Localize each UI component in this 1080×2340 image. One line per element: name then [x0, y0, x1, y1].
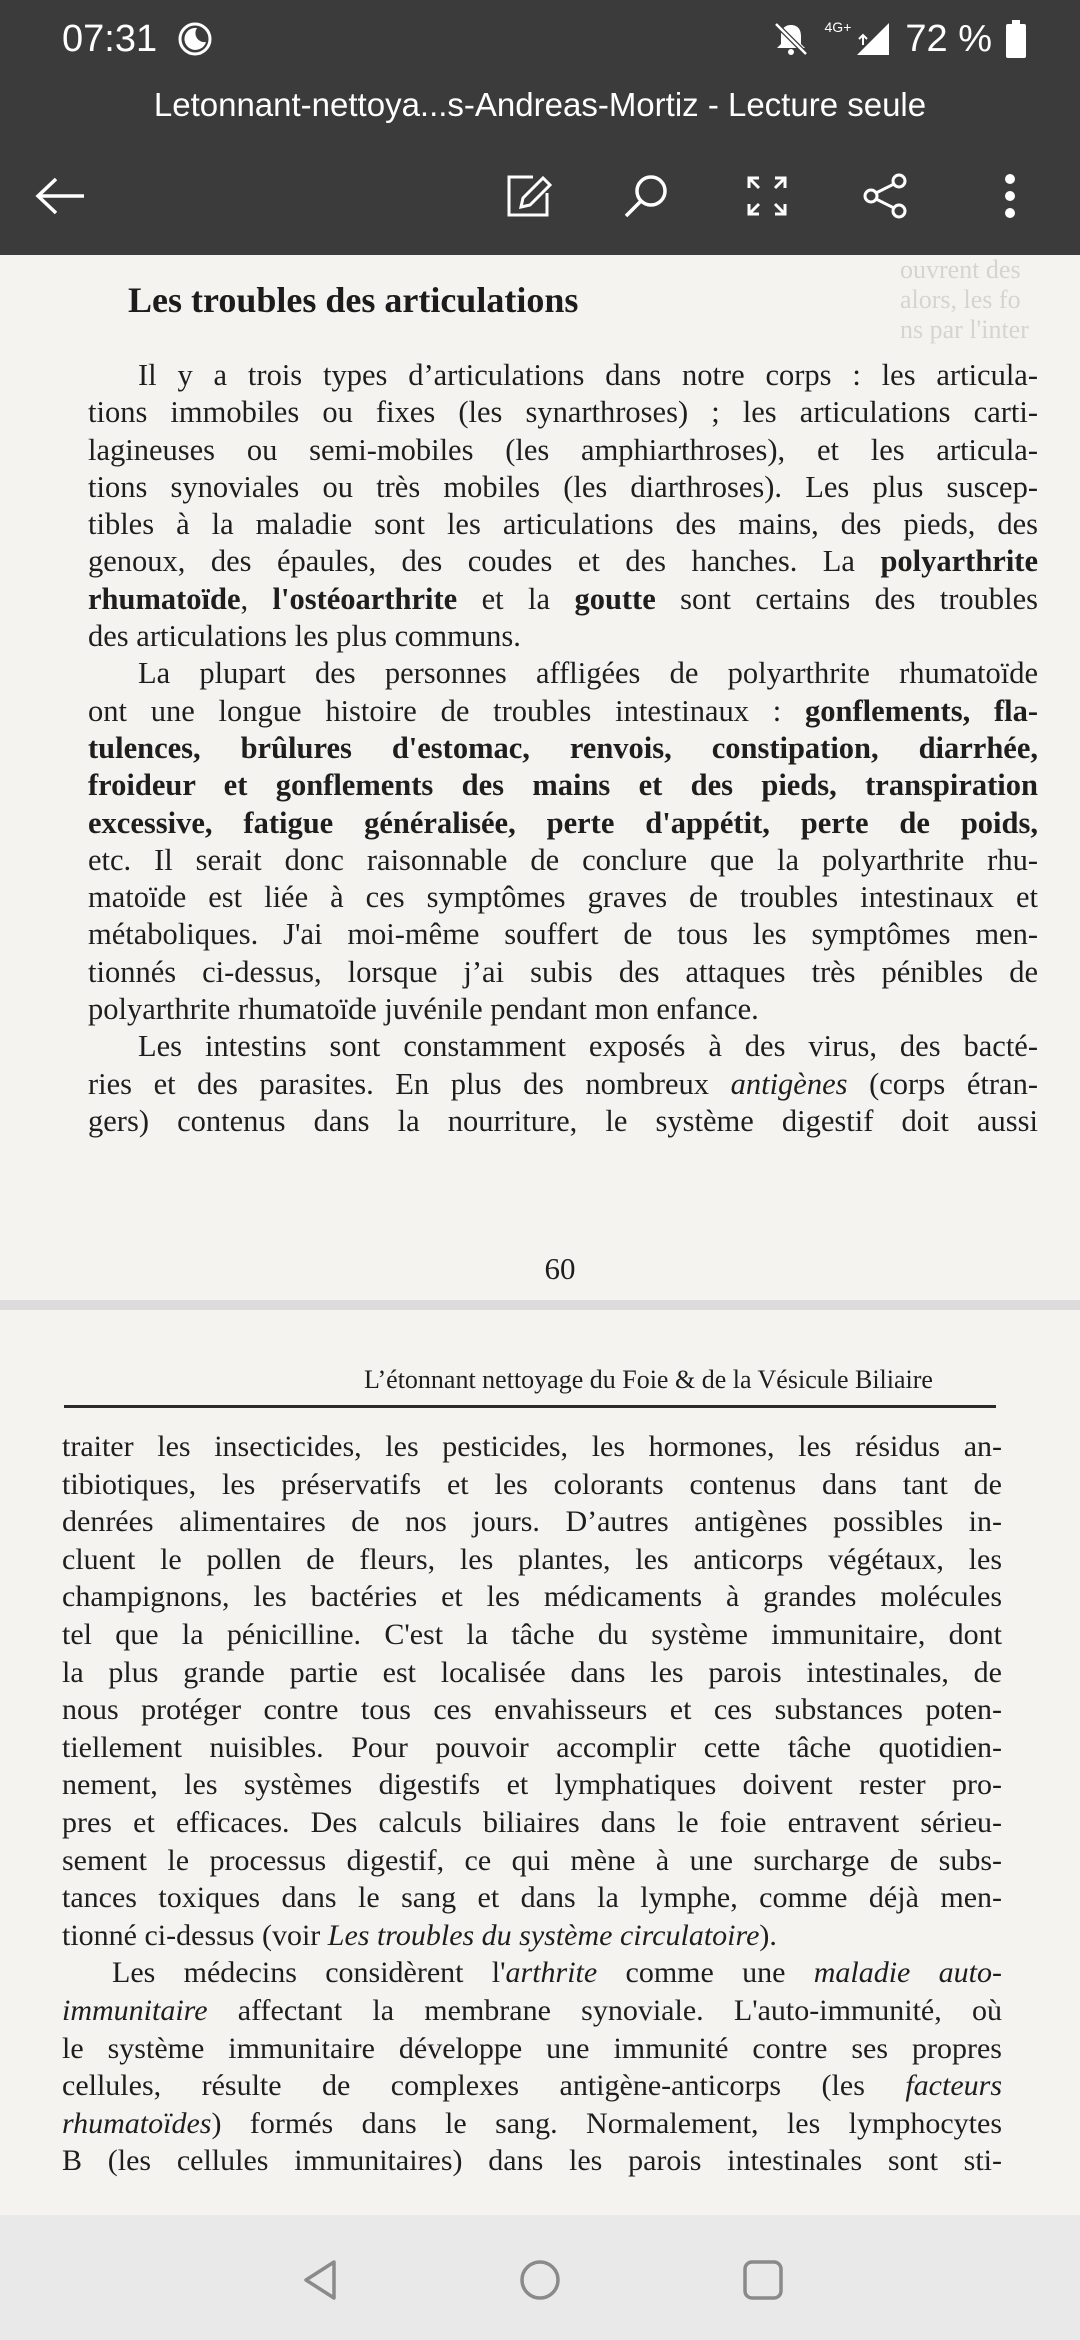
text-line: sement le processus digestif, ce qui mène à une surcharge de subs- — [62, 1843, 1002, 1877]
status-time: 07:31 — [62, 18, 158, 60]
text-line: froideur et gonflements des mains et des pieds, transpiration — [88, 768, 1038, 803]
text-line: denrées alimentaires de nos jours. D’autres antigènes possibles in- — [62, 1505, 1002, 1539]
text-line: tel que la pénicilline. C'est la tâche du système immunitaire, dont — [62, 1617, 1002, 1651]
nav-back-button[interactable] — [295, 2255, 345, 2305]
text-line: B (les cellules immunitaires) dans les parois intestinales sont sti- — [62, 2144, 1002, 2178]
document-page-61[interactable] — [0, 1310, 1080, 2215]
back-arrow-icon — [34, 176, 86, 216]
system-navigation-bar — [0, 2215, 1080, 2340]
ghost-line: ns par l'inter — [900, 315, 1029, 344]
search-button[interactable] — [614, 164, 678, 228]
edit-button[interactable] — [496, 164, 560, 228]
search-icon — [621, 171, 671, 221]
do-not-disturb-moon-icon — [178, 22, 212, 56]
header-rule — [64, 1405, 996, 1408]
edit-icon — [503, 171, 553, 221]
text-line: métaboliques. J'ai moi-même souffert de tous les symptômes men- — [88, 917, 1038, 952]
text-line: Il y a trois types d’articulations dans notre corps : les articula- — [138, 358, 1038, 392]
text-line: nement, les systèmes digestifs et lymphatiques doivent rester pro- — [62, 1768, 1002, 1802]
share-icon — [861, 171, 911, 221]
ghost-line: alors, les fo — [900, 285, 1021, 314]
text-line: etc. Il serait donc raisonnable de conclure que la polyarthrite rhu- — [88, 842, 1038, 877]
signal-strength-icon — [855, 21, 891, 57]
page-61-body — [62, 1428, 1002, 2180]
text-line: tances toxiques dans le sang et dans la lymphe, comme déjà men- — [62, 1881, 1002, 1915]
text-line: pres et efficaces. Des calculs biliaires dans le foie entravent sérieu- — [62, 1805, 1002, 1839]
recents-square-icon — [741, 2258, 785, 2302]
running-header: L’étonnant nettoyage du Foie & de la Vésicule Biliaire — [364, 1365, 933, 1394]
app-bar — [0, 80, 1080, 255]
text-line: Les intestins sont constamment exposés à des virus, des bacté- — [138, 1029, 1038, 1064]
text-line: rhumatoïde, l'ostéoarthrite et la goutte sont certains des troubles — [88, 581, 1039, 616]
fullscreen-button[interactable] — [735, 164, 799, 228]
text-line: le système immunitaire développe une immunité contre ses propres — [62, 2031, 1002, 2065]
text-line: champignons, les bactéries et les médicaments à grandes molécules — [62, 1580, 1002, 1614]
text-line: immunitaire affectant la membrane synoviale. L'auto-immunité, où — [62, 1993, 1002, 2027]
text-line: La plupart des personnes affligées de polyarthrite rhumatoïde — [138, 656, 1038, 691]
page-separator — [0, 1300, 1080, 1310]
text-line: traiter les insecticides, les pesticides, les hormones, les résidus an- — [62, 1430, 1002, 1463]
back-button[interactable] — [28, 164, 92, 228]
document-title: Letonnant-nettoya...s-Andreas-Mortiz - Lecture seule — [153, 86, 927, 123]
text-line: tions synoviales ou très mobiles (les diarthroses). Les plus suscep- — [88, 469, 1038, 504]
text-line: lagineuses ou semi-mobiles (les amphiarthroses), et les articula- — [88, 432, 1038, 467]
page-number: 60 — [544, 1251, 576, 1286]
text-line: tiellement nuisibles. Pour pouvoir accomplir cette tâche quotidien- — [62, 1730, 1002, 1764]
status-right-group — [771, 14, 1026, 64]
text-line: genoux, des épaules, des coudes et des hanches. La polyarthrite — [88, 544, 1038, 579]
text-line: la plus grande partie est localisée dans les parois intestinales, de — [62, 1655, 1002, 1689]
text-line: tions immobiles ou fixes (les synarthroses) ; les articulations carti- — [88, 395, 1038, 430]
text-line: polyarthrite rhumatoïde juvénile pendant mon enfance. — [88, 992, 759, 1027]
page-60-body — [88, 357, 1038, 1140]
text-line: Les médecins considèrent l'arthrite comme une maladie auto- — [112, 1956, 1002, 1990]
text-line: tulences, brûlures d'estomac, renvois, constipation, diarrhée, — [88, 730, 1038, 765]
text-line: rhumatoïdes) formés dans le sang. Normalement, les lymphocytes — [62, 2106, 1002, 2140]
more-options-button[interactable] — [978, 164, 1042, 228]
home-circle-icon — [518, 2258, 562, 2302]
text-line: tionnés ci-dessus, lorsque j’ai subis des attaques très pénibles de — [88, 954, 1038, 989]
text-line: cellules, résulte de complexes antigène-anticorps (les facteurs — [62, 2069, 1002, 2103]
nav-home-button[interactable] — [515, 2255, 565, 2305]
text-line: cluent le pollen de fleurs, les plantes, les anticorps végétaux, les — [62, 1542, 1002, 1576]
notifications-muted-icon — [771, 19, 811, 59]
text-line: ries et des parasites. En plus des nombreux antigènes (corps étran- — [88, 1066, 1038, 1101]
text-line: excessive, fatigue généralisée, perte d'appétit, perte de poids, — [88, 805, 1038, 840]
battery-icon — [1006, 20, 1026, 58]
text-line: tibiotiques, les préservatifs et les colorants contenus dans tant de — [62, 1467, 1002, 1501]
text-line: matoïde est liée à ces symptômes graves de troubles intestinaux et — [88, 880, 1038, 915]
nav-recents-button[interactable] — [738, 2255, 788, 2305]
text-line: tibles à la maladie sont les articulations des mains, des pieds, des — [88, 507, 1038, 542]
text-line: des articulations les plus communs. — [88, 619, 521, 654]
document-page-60[interactable] — [0, 255, 1080, 1300]
ghost-line: ouvrent des — [900, 255, 1021, 284]
share-button[interactable] — [854, 164, 918, 228]
text-line: tionné ci-dessus (voir Les troubles du système circulatoire). — [62, 1918, 777, 1952]
battery-percentage: 72 % — [905, 17, 992, 60]
text-line: ont une longue histoire de troubles intestinaux : gonflements, fla- — [88, 693, 1038, 728]
section-heading: Les troubles des articulations — [128, 280, 579, 320]
more-vert-icon — [1000, 171, 1020, 221]
network-type-label: 4G+ — [824, 19, 852, 35]
back-triangle-icon — [300, 2258, 340, 2302]
fullscreen-icon — [745, 174, 789, 218]
text-line: nous protéger contre tous ces envahisseurs et ces substances poten- — [62, 1693, 1002, 1727]
status-bar — [0, 0, 1080, 80]
text-line: gers) contenus dans la nourriture, le système digestif doit aussi — [88, 1103, 1038, 1138]
